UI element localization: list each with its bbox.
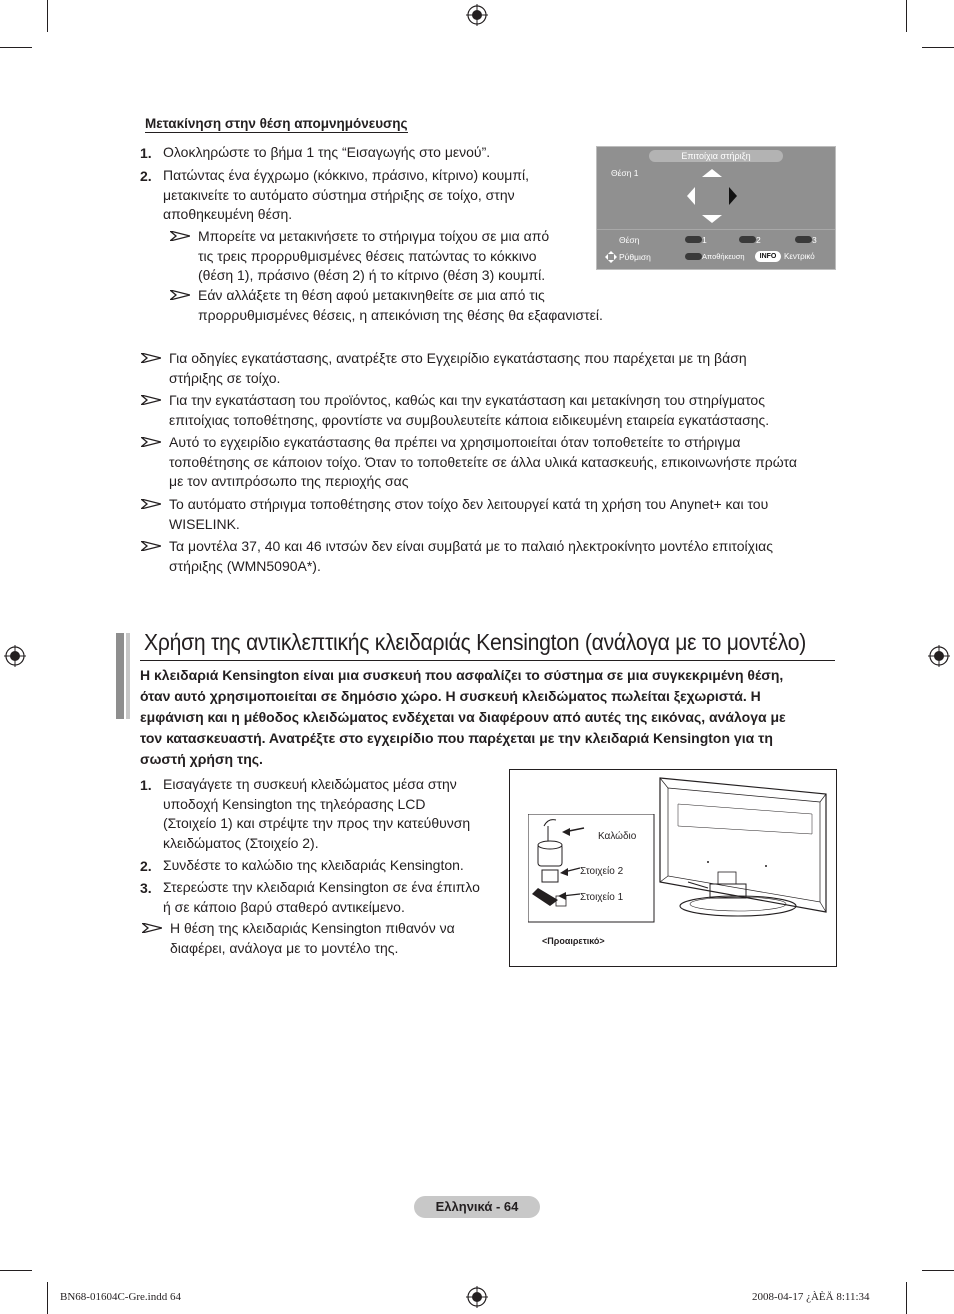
wall-mount-osd bbox=[596, 146, 836, 270]
note-arrow-icon bbox=[170, 231, 190, 241]
red-button-icon bbox=[685, 236, 702, 243]
label-optional: <Προαιρετικό> bbox=[542, 936, 605, 946]
crop-mark bbox=[922, 47, 954, 48]
note-arrow-icon bbox=[141, 499, 161, 509]
note-text: Η θέση της κλειδαριάς Kensington πιθανόν να διαφέρει, ανάλογα με το μοντέλο της. bbox=[170, 920, 455, 956]
osd-position-label: Θέση 1 bbox=[611, 168, 639, 178]
crop-mark bbox=[0, 47, 32, 48]
label-item-1: Στοιχείο 1 bbox=[580, 892, 624, 903]
step-number: 3. bbox=[140, 880, 152, 896]
osd-row-label: Ρύθμιση bbox=[619, 252, 651, 262]
label-cable: Καλώδιο bbox=[598, 831, 637, 842]
step-text: Ολοκληρώστε το βήμα 1 της “Εισαγωγής στο μενού”. bbox=[163, 144, 491, 160]
crop-mark bbox=[0, 1270, 32, 1271]
green-button-icon bbox=[739, 236, 756, 243]
intro-paragraph: Η κλειδαριά Kensington είναι μια συσκευή που ασφαλίζει το σύστημα σε μια συγκεκριμένη θέση, όταν αυτό χρησιμοποιείται σε δημόσιο χώρο. Η συσκευή κλειδώματος πωλείται ξεχωριστά. Η εμφάνιση και η μέθοδος κλειδώματος ενδέχεται να διαφέρουν από αυτές της εικόνας, ανάλογα με τον κατασκευαστή. Ανατρέξτε στο εγχειρίδιο που παρέχεται με την κλειδαριά Kensington για τη σωστή χρήση της. bbox=[140, 667, 786, 767]
step-text: Συνδέστε το καλώδιο της κλειδαριάς Kensington. bbox=[163, 857, 464, 873]
note-arrow-icon bbox=[142, 923, 162, 933]
yellow-button-icon bbox=[795, 236, 812, 243]
registration-mark-icon bbox=[4, 645, 26, 667]
step-number: 1. bbox=[140, 777, 152, 793]
note-text: Αυτό το εγχειρίδιο εγκατάστασης θα πρέπει να χρησιμοποιείται όταν τοποθετείτε το στήριγμα τοποθέτησης σε κάποιον τοίχο. Όταν το τοποθετείτε σε άλλα υλικά κατασκευής, επικοινωνήστε πρώτα με τον αντιπρόσωπο της περιοχής σας bbox=[169, 434, 797, 489]
note-text: Το αυτόματο στήριγμα τοποθέτησης στον τοίχο δεν λειτουργεί κατά τη χρήση του Anynet+ και του WISELINK. bbox=[169, 496, 769, 532]
info-badge: INFO bbox=[755, 251, 781, 262]
crop-mark bbox=[906, 0, 907, 32]
osd-value: 1 bbox=[702, 235, 707, 245]
osd-save-label: Αποθήκευση bbox=[702, 252, 745, 261]
step-number: 1. bbox=[140, 145, 152, 161]
note-arrow-icon bbox=[141, 395, 161, 405]
osd-value: 3 bbox=[812, 235, 817, 245]
osd-title: Επιτοίχια στήριξη bbox=[649, 150, 783, 162]
section-bar bbox=[116, 633, 124, 719]
crop-mark bbox=[922, 1270, 954, 1271]
note-text: Τα μοντέλα 37, 40 και 46 ιντσών δεν είναι συμβατά με το παλαιό ηλεκτροκίνητο μοντέλο επιτοίχιας στήριξης (WMN5090A*). bbox=[169, 538, 773, 574]
kensington-figure bbox=[509, 769, 837, 967]
main-heading: Χρήση της αντικλεπτικής κλειδαριάς Kensington (ανάλογα με το μοντέλο) bbox=[144, 629, 806, 655]
date-slug: 2008-04-17 ¿ÀÈÄ 8:11:34 bbox=[752, 1291, 870, 1303]
crop-mark bbox=[47, 0, 48, 32]
move-arrows-icon bbox=[605, 251, 617, 263]
page-number-badge: Ελληνικά - 64 bbox=[414, 1196, 540, 1218]
note-arrow-icon bbox=[141, 541, 161, 551]
section-title: Μετακίνηση στην θέση απομνημόνευσης bbox=[145, 116, 408, 131]
note-text: Μπορείτε να μετακινήσετε το στήριγμα τοίχου σε μια από τις τρεις προρρυθμισμένες θέσεις πατώντας το κόκκινο (θέση 1), πράσινο (θέση 2) ή το κίτρινο (θέση 3) κουμπί. bbox=[198, 228, 550, 283]
note-arrow-icon bbox=[170, 290, 190, 300]
note-arrow-icon bbox=[141, 437, 161, 447]
osd-divider bbox=[597, 229, 835, 230]
note-text: Για την εγκατάσταση του προϊόντος, καθώς και την εγκατάσταση και μετακίνηση του στηρίγματος επιτοίχιας τοποθέτησης, φροντίστε να συμβουλευτείτε κάποια ειδικευμένη εταιρεία εγκατάστασης. bbox=[169, 392, 770, 428]
crop-mark bbox=[47, 1282, 48, 1314]
registration-mark-icon bbox=[928, 645, 950, 667]
note-arrow-icon bbox=[141, 353, 161, 363]
registration-mark-icon bbox=[466, 4, 488, 26]
note-text: Εάν αλλάξετε τη θέση αφού μετακινηθείτε σε μια από τις προρρυθμισμένες θέσεις, η απεικόνιση της θέσης θα εξαφανιστεί. bbox=[198, 287, 603, 323]
registration-mark-icon bbox=[466, 1286, 488, 1308]
label-item-2: Στοιχείο 2 bbox=[580, 866, 624, 877]
file-slug: BN68-01604C-Gre.indd 64 bbox=[60, 1291, 181, 1303]
direction-pad-icon bbox=[683, 169, 741, 225]
tv-back-illustration bbox=[648, 774, 832, 924]
step-text: Πατώντας ένα έγχρωμο (κόκκινο, πράσινο, κίτρινο) κουμπί, μετακινείτε το αυτόματο σύστημα στήριξης σε τοίχο, στην αποθηκευμένη θέση. bbox=[163, 167, 530, 222]
step-text: Στερεώστε την κλειδαριά Kensington σε ένα έπιπλο ή σε κάποιο βαρύ σταθερό αντικείμενο. bbox=[163, 879, 480, 915]
osd-value: 2 bbox=[756, 235, 761, 245]
step-number: 2. bbox=[140, 168, 152, 184]
osd-center-label: Κεντρικό bbox=[784, 252, 815, 261]
osd-row-label: Θέση bbox=[619, 235, 640, 245]
crop-mark bbox=[906, 1282, 907, 1314]
heading-rule bbox=[140, 660, 835, 661]
section-bar bbox=[126, 633, 130, 719]
step-text: Εισαγάγετε τη συσκευή κλειδώματος μέσα στην υποδοχή Kensington της τηλεόρασης LCD (Στοιχείο 1) και στρέψτε την προς την κατεύθυνση κλειδώματος (Στοιχείο 2). bbox=[163, 776, 471, 851]
button-icon bbox=[685, 253, 702, 260]
step-number: 2. bbox=[140, 858, 152, 874]
note-text: Για οδηγίες εγκατάστασης, ανατρέξτε στο Εγχειρίδιο εγκατάστασης που παρέχεται με τη βάση στήριξης σε τοίχο. bbox=[169, 350, 747, 386]
